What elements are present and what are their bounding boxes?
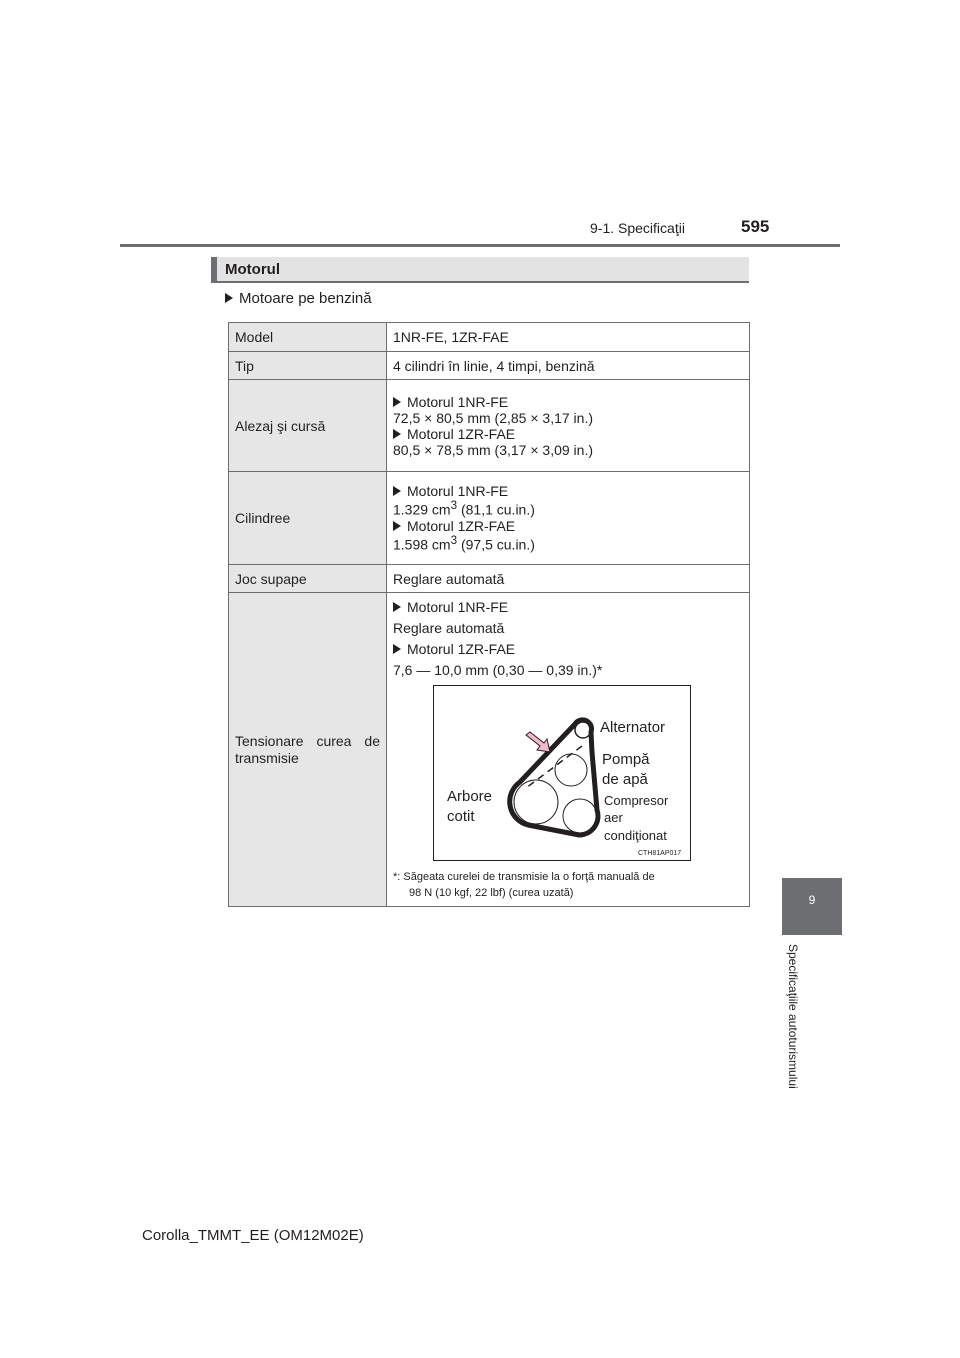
chapter-tab [782,878,842,935]
table-row-tip [229,352,750,380]
bore-stroke-1zr: 80,5 × 78,5 mm (3,17 × 3,09 in.) [393,441,594,458]
subheading-text: Motoare pe benzină [239,290,372,307]
header-rule [120,244,840,247]
triangle-arrow-icon [393,429,401,439]
triangle-arrow-icon [393,397,401,407]
crankshaft-pulley [514,780,558,824]
footer-doc-code: Corolla_TMMT_EE (OM12M02E) [142,1227,364,1244]
displacement-value: 1.329 cm [393,502,451,518]
engine-1nr-line [393,394,743,410]
engine-1nr-line [393,483,743,499]
engine-1zr-line [393,518,743,534]
tension-1zr: 7,6 — 10,0 mm (0,30 — 0,39 in.)* [393,662,603,678]
spec-table [228,322,750,907]
label-alezaj: Alezaj şi cursă [229,380,387,472]
chapter-side-text: Specificaţiile autoturismului [786,944,800,1089]
tension-1nr: Reglare automată [393,620,505,636]
triangle-arrow-icon [393,486,401,496]
footnote [393,869,743,901]
value-joc-supape: Reglare automată [387,565,750,593]
triangle-arrow-icon [393,644,401,654]
displacement-1zr [393,534,743,553]
label-compresor-2: aer [604,810,623,825]
footnote-line-2: 98 N (10 kgf, 22 lbf) (curea uzată) [409,887,574,899]
engine-1zr-line [393,639,743,660]
table-row-cilindree [229,472,750,565]
engine-1zr-line [393,426,743,442]
engine-label: Motorul 1NR-FE [407,483,509,500]
table-row-joc [229,565,750,593]
displacement-imperial: (97,5 cu.in.) [457,536,535,553]
table-row-model [229,323,750,352]
label-arbore-1: Arbore [447,788,493,805]
superscript: 3 [450,534,458,547]
table-row-tensionare [229,593,750,907]
displacement-imperial: (81,1 cu.in.) [457,502,535,518]
bore-stroke-1nr: 72,5 × 80,5 mm (2,85 × 3,17 in.) [393,409,594,426]
footnote-line-1: *: Săgeata curelei de transmisie la o forţă manuală de [393,871,655,883]
engine-label: Motorul 1ZR-FAE [407,641,516,657]
chapter-side-label [778,944,806,1124]
label-tip: Tip [229,352,387,380]
header-section-title: 9-1. Specificaţii [590,220,685,236]
label-compresor-3: condiţionat [604,828,667,843]
displacement-value: 1.598 cm [393,536,451,553]
value-cilindree [387,472,750,565]
section-bar [211,257,749,283]
label-joc-supape: Joc supape [229,565,387,593]
value-tensionare [387,593,750,907]
displacement-1nr [393,499,743,518]
section-bar-accent [211,257,217,283]
water-pump-pulley [555,754,587,786]
triangle-arrow-icon [225,293,233,303]
superscript: 3 [450,499,458,513]
value-tip: 4 cilindri în linie, 4 timpi, benzină [387,352,750,380]
label-pompa-2: de apă [602,771,648,788]
value-model: 1NR-FE, 1ZR-FAE [387,323,750,352]
triangle-arrow-icon [393,521,401,531]
label-tensionare [229,593,387,907]
engine-1nr-line [393,597,743,618]
value-alezaj [387,380,750,472]
label-pompa-1: Pompă [602,751,650,768]
engine-label: Motorul 1NR-FE [407,599,509,615]
force-arrow-icon [526,732,550,752]
label-arbore-2: cotit [447,808,475,825]
table-row-alezaj [229,380,750,472]
label-model: Model [229,323,387,352]
belt-diagram [433,685,691,861]
engine-label: Motorul 1ZR-FAE [407,425,516,442]
label-alternator: Alternator [600,719,666,736]
subheading [225,290,372,307]
belt-diagram-svg [434,686,690,860]
engine-label: Motorul 1ZR-FAE [407,518,516,534]
engine-label: Motorul 1NR-FE [407,393,509,410]
label-tensionare-text: Tensionare curea de transmisie [235,732,380,766]
triangle-arrow-icon [393,602,401,612]
label-cilindree: Cilindree [229,472,387,565]
page-number: 595 [741,217,770,236]
chapter-number: 9 [808,893,816,907]
figure-code: CTH81AP017 [638,850,682,857]
label-compresor-1: Compresor [604,793,669,808]
section-title: Motorul [225,261,280,278]
